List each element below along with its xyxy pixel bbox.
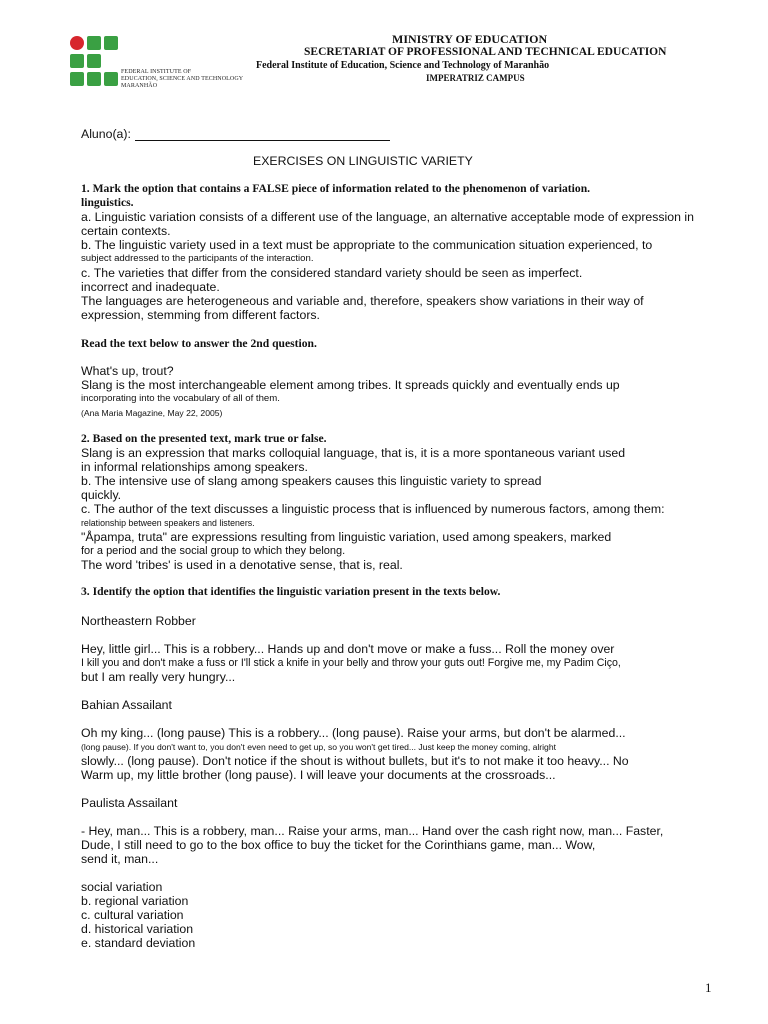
- paulista-title: Paulista Assailant: [81, 796, 178, 810]
- question-1-prompt-cont: linguistics.: [81, 196, 134, 209]
- logo-caption-line: EDUCATION, SCIENCE AND TECHNOLOGY: [121, 76, 244, 82]
- logo-caption: [121, 69, 243, 90]
- q3-option: d. historical variation: [81, 922, 194, 936]
- q2-item: "Åpampa, truta" are expressions resulting from linguistic variation, used among speakers, marked: [81, 530, 612, 544]
- logo-green-square: [70, 54, 84, 68]
- secretariat-heading: SECRETARIAT OF PROFESSIONAL AND TECHNICAL EDUCATION: [304, 46, 667, 58]
- institute-heading: Federal Institute of Education, Science and Technology of Maranhão: [256, 60, 550, 71]
- q2-item: for a period and the social group to which they belong.: [81, 545, 346, 557]
- student-name-blank[interactable]: [135, 128, 390, 141]
- q3-option: b. regional variation: [81, 894, 189, 908]
- question-1-prompt: 1. Mark the option that contains a FALSE piece of information related to the phenomenon of variation.: [81, 182, 591, 195]
- robber-title: Northeastern Robber: [81, 614, 196, 628]
- q1-option-a: a. Linguistic variation consists of a different use of the language, an alternative acceptable mode of expression in: [81, 210, 694, 224]
- page-title: EXERCISES ON LINGUISTIC VARIETY: [253, 154, 473, 168]
- logo-caption-line: MARANHÃO: [121, 83, 158, 89]
- q1-option-c-cont: incorrect and inadequate.: [81, 280, 220, 294]
- q1-option-b: b. The linguistic variety used in a text must be appropriate to the communication situation experienced, to: [81, 238, 653, 252]
- read-text-instruction: Read the text below to answer the 2nd question.: [81, 337, 317, 350]
- q2-item: in informal relationships among speakers.: [81, 460, 308, 474]
- robber-text: but I am really very hungry...: [81, 670, 236, 684]
- student-label: Aluno(a):: [81, 127, 131, 141]
- bahian-title: Bahian Assailant: [81, 698, 172, 712]
- q1-option-b-cont: subject addressed to the participants of the interaction.: [81, 253, 314, 264]
- logo-green-square: [70, 72, 84, 86]
- bahian-text: slowly... (long pause). Don't notice if the shout is without bullets, but it's to not make it too heavy... No: [81, 754, 629, 768]
- q1-option-d-cont: expression, stemming from different factors.: [81, 308, 320, 322]
- campus-heading: IMPERATRIZ CAMPUS: [426, 73, 525, 83]
- logo-green-square: [104, 72, 118, 86]
- logo-green-square: [87, 36, 101, 50]
- question-2-prompt: 2. Based on the presented text, mark true or false.: [81, 432, 327, 445]
- bahian-text: Oh my king... (long pause) This is a robbery... (long pause). Raise your arms, but don't be alarmed...: [81, 726, 626, 740]
- q2-item: relationship between speakers and listeners.: [81, 518, 255, 528]
- paulista-text: send it, man...: [81, 852, 159, 866]
- logo-caption-line: FEDERAL INSTITUTE OF: [121, 69, 192, 75]
- q1-option-a-cont: certain contexts.: [81, 224, 171, 238]
- robber-text: Hey, little girl... This is a robbery... Hands up and don't move or make a fuss... Roll the money over: [81, 642, 615, 656]
- question-3-prompt: 3. Identify the option that identifies the linguistic variation present in the texts below.: [81, 585, 501, 598]
- q2-item: The word 'tribes' is used in a denotative sense, that is, real.: [81, 558, 403, 572]
- q1-option-c: c. The varieties that differ from the considered standard variety should be seen as imperfect.: [81, 266, 583, 280]
- q3-option: e. standard deviation: [81, 936, 196, 950]
- logo-green-square: [87, 54, 101, 68]
- bahian-text: Warm up, my little brother (long pause). I will leave your documents at the crossroads...: [81, 768, 556, 782]
- logo-red-circle: [70, 36, 84, 50]
- q2-item: quickly.: [81, 488, 122, 502]
- logo-green-square: [104, 36, 118, 50]
- q3-option: social variation: [81, 880, 163, 894]
- logo-green-square: [87, 72, 101, 86]
- paulista-text: Dude, I still need to go to the box office to buy the ticket for the Corinthians game, man... Wow,: [81, 838, 596, 852]
- passage-title: What's up, trout?: [81, 364, 174, 378]
- student-name-line: [81, 127, 390, 141]
- ministry-heading: MINISTRY OF EDUCATION: [392, 32, 548, 46]
- q2-item: Slang is an expression that marks colloquial language, that is, it is a more spontaneous variant used: [81, 446, 626, 460]
- passage-line: incorporating into the vocabulary of all of them.: [81, 393, 280, 404]
- passage-line: Slang is the most interchangeable element among tribes. It spreads quickly and eventually ends up: [81, 378, 620, 392]
- q3-option: c. cultural variation: [81, 908, 184, 922]
- q1-option-d: The languages are heterogeneous and variable and, therefore, speakers show variations in their way of: [81, 294, 644, 308]
- page-number: 1: [705, 980, 712, 995]
- q2-item: c. The author of the text discusses a linguistic process that is influenced by numerous factors, among them:: [81, 502, 665, 516]
- bahian-text: (long pause). If you don't want to, you don't even need to get up, so you won't get tired... Just keep the money coming, alright: [81, 742, 557, 752]
- institute-logo: [70, 36, 120, 90]
- q2-item: b. The intensive use of slang among speakers causes this linguistic variety to spread: [81, 474, 542, 488]
- robber-text: I kill you and don't make a fuss or I'll stick a knife in your belly and throw your guts out! Forgive me, my Padim Ciço,: [81, 657, 621, 669]
- passage-source: (Ana Maria Magazine, May 22, 2005): [81, 408, 223, 418]
- paulista-text: - Hey, man... This is a robbery, man... Raise your arms, man... Hand over the cash right now, man... Faster,: [81, 824, 664, 838]
